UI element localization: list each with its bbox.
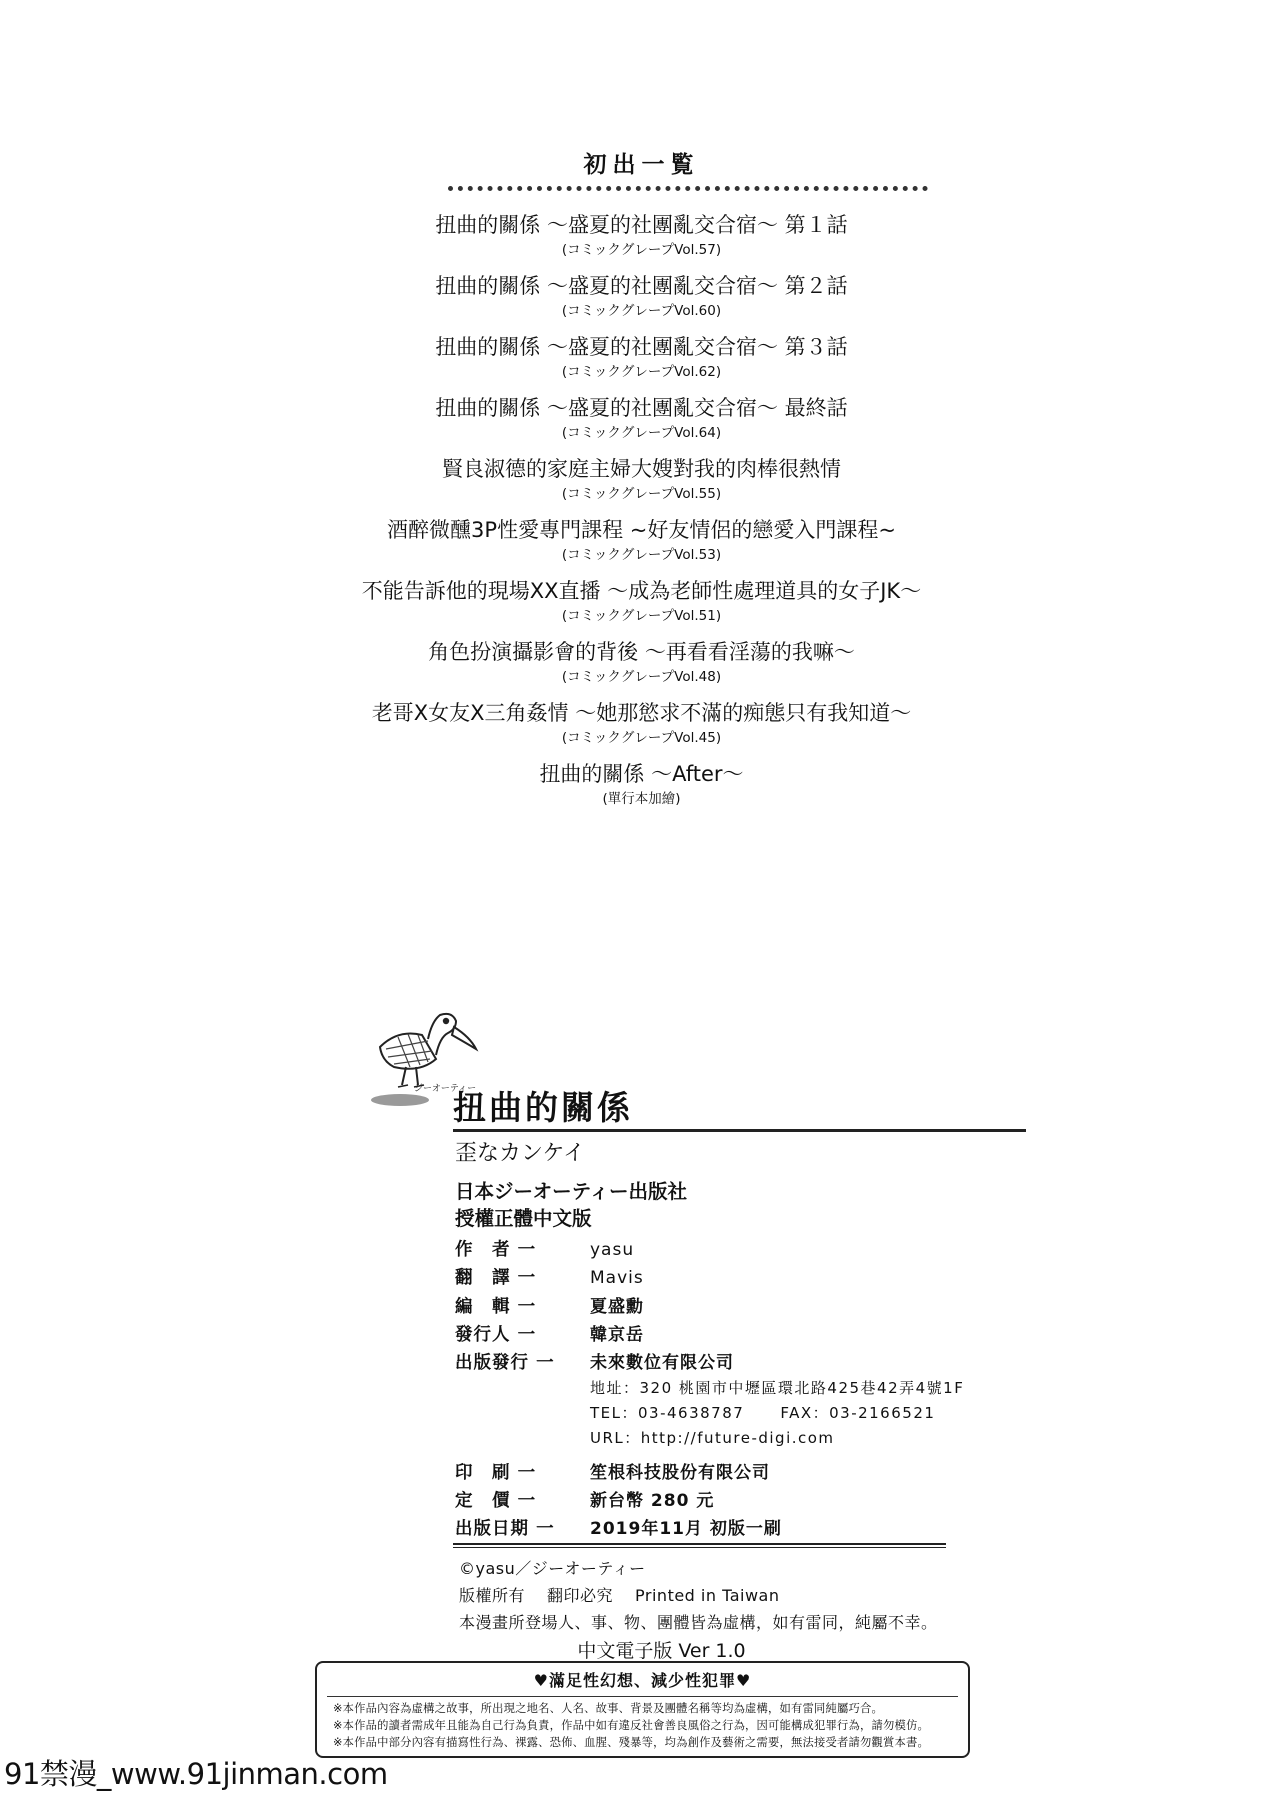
- credit-value: 夏盛勳: [590, 1297, 644, 1317]
- credit-label: 出版發行 一: [455, 1353, 555, 1373]
- credit-value: 新台幣 280 元: [590, 1491, 715, 1511]
- colophon-rule: [453, 1547, 946, 1548]
- rights-line: [459, 1583, 802, 1606]
- credit-value: yasu: [590, 1240, 635, 1260]
- entry-source: (コミックグレープVol.57): [561, 242, 722, 258]
- fiction-disclaimer: 本漫畫所登場人、事、物、團體皆為虛構，如有雷同，純屬不幸。: [459, 1613, 938, 1632]
- credit-label: 印 刷 一: [455, 1463, 537, 1483]
- entry-title: 扭曲的關係 ～盛夏的社團亂交合宿～ 第２話: [435, 274, 848, 298]
- entry-title: 酒醉微醺3P性愛專門課程 ~好友情侶的戀愛入門課程~: [387, 518, 896, 542]
- credit-value: 笙根科技股份有限公司: [590, 1463, 770, 1483]
- rights-reserved: 版權所有: [459, 1586, 526, 1605]
- credit-row: [455, 1458, 1075, 1486]
- list-item: [0, 759, 1283, 820]
- entry-source: (コミックグレープVol.64): [561, 425, 722, 441]
- list-item: [0, 393, 1283, 454]
- license-line: 授權正體中文版: [455, 1207, 592, 1230]
- credit-value: 未來數位有限公司: [590, 1353, 734, 1373]
- publisher-line: 日本ジーオーティー出版社: [455, 1180, 688, 1203]
- entry-source: (コミックグレープVol.51): [561, 608, 722, 624]
- credit-label: 編 輯 一: [455, 1297, 537, 1317]
- credit-label: 出版日期 一: [455, 1519, 555, 1539]
- publisher-fax: FAX：03-2166521: [780, 1404, 936, 1422]
- printed-in: Printed in Taiwan: [635, 1586, 780, 1605]
- credit-row: [455, 1348, 1075, 1376]
- list-item: [0, 576, 1283, 637]
- notice-line: ※本作品中部分內容有描寫性行為、裸露、恐佈、血腥、殘暴等，均為創作及藝術之需要，無法接受者請勿觀賞本書。: [333, 1736, 930, 1749]
- watermark: 91禁漫_www.91jinman.com: [4, 1757, 388, 1791]
- list-item: [0, 637, 1283, 698]
- notice-rule: [327, 1696, 958, 1697]
- credit-label: 定 價 一: [455, 1491, 537, 1511]
- notice-line: ※本作品的讀者需成年且能為自己行為負責，作品中如有違反社會善良風俗之行為，因可能構成犯罪行為，請勿模仿。: [333, 1719, 930, 1732]
- credits-list: [455, 1236, 1075, 1451]
- colophon-rule: [453, 1543, 946, 1545]
- notice-line: ※本作品內容為虛構之故事，所出現之地名、人名、故事、背景及團體名稱等均為虛構，如有雷同純屬巧合。: [333, 1702, 884, 1715]
- logo-text: ジーオーティー: [414, 1084, 477, 1094]
- list-item: [0, 332, 1283, 393]
- title-rule: [453, 1129, 1026, 1132]
- credit-row: [455, 1320, 1075, 1348]
- dotted-divider: [448, 186, 928, 191]
- credit-row: [455, 1486, 1075, 1514]
- entry-source: (コミックグレープVol.55): [561, 486, 722, 502]
- credit-label: 作 者 一: [455, 1240, 537, 1260]
- entry-source: (コミックグレープVol.60): [561, 303, 722, 319]
- entry-title: 賢良淑德的家庭主婦大嫂對我的肉棒很熱情: [442, 457, 841, 481]
- publisher-url: URL：http://future-digi.com: [590, 1429, 835, 1447]
- credit-row: [455, 1292, 1075, 1320]
- entry-source: (コミックグレープVol.48): [561, 669, 722, 685]
- list-item: [0, 515, 1283, 576]
- credit-row: [455, 1514, 1075, 1542]
- entry-title: 扭曲的關係 ～盛夏的社團亂交合宿～ 第１話: [435, 213, 848, 237]
- credit-value: Mavis: [590, 1268, 644, 1288]
- credit-value: 韓京岳: [590, 1325, 644, 1345]
- first-appearance-list: [0, 210, 1283, 820]
- entry-source: (コミックグレープVol.45): [561, 730, 722, 746]
- entry-title: 老哥X女友X三角姦情 ～她那慾求不滿的痴態只有我知道～: [371, 701, 912, 725]
- no-copy: 翻印必究: [547, 1586, 614, 1605]
- entry-title: 不能告訴他的現場XX直播 ～成為老師性處理道具的女子JK～: [361, 579, 922, 603]
- entry-title: 扭曲的關係 ～盛夏的社團亂交合宿～ 最終話: [435, 396, 848, 420]
- edition-label: 中文電子版 Ver 1.0: [577, 1640, 746, 1662]
- publisher-tel: TEL：03-4638787: [590, 1404, 745, 1422]
- credit-row: [455, 1236, 1075, 1264]
- list-item: [0, 271, 1283, 332]
- publisher-address: 地址：320 桃園市中壢區環北路425巷42弄4號1F: [590, 1379, 965, 1397]
- book-subtitle: 歪なカンケイ: [455, 1141, 586, 1166]
- entry-source: (コミックグレープVol.62): [561, 364, 722, 380]
- list-item: [0, 210, 1283, 271]
- entry-title: 角色扮演攝影會的背後 ～再看看淫蕩的我嘛～: [428, 640, 855, 664]
- copyright: ©yasu／ジーオーティー: [459, 1559, 646, 1578]
- print-info-list: [455, 1458, 1075, 1542]
- first-appearance-heading: 初出一覧: [583, 152, 700, 178]
- entry-title: 扭曲的關係 ～盛夏的社團亂交合宿～ 第３話: [435, 335, 848, 359]
- publisher-phone-fax: [455, 1401, 1075, 1426]
- notice-box: [315, 1661, 970, 1758]
- logo-shadow: [370, 1092, 430, 1108]
- credit-label: 翻 譯 一: [455, 1268, 537, 1288]
- notice-title: ♥滿足性幻想、減少性犯罪♥: [533, 1671, 752, 1690]
- credit-row: [455, 1264, 1075, 1292]
- book-title: 扭曲的關係: [453, 1088, 633, 1127]
- entry-title: 扭曲的關係 ～After～: [539, 762, 744, 786]
- entry-source: (單行本加繪): [602, 791, 681, 807]
- entry-source: (コミックグレープVol.53): [561, 547, 722, 563]
- credit-value: 2019年11月 初版一刷: [590, 1519, 782, 1539]
- credit-label: 發行人 一: [455, 1325, 537, 1345]
- list-item: [0, 454, 1283, 515]
- list-item: [0, 698, 1283, 759]
